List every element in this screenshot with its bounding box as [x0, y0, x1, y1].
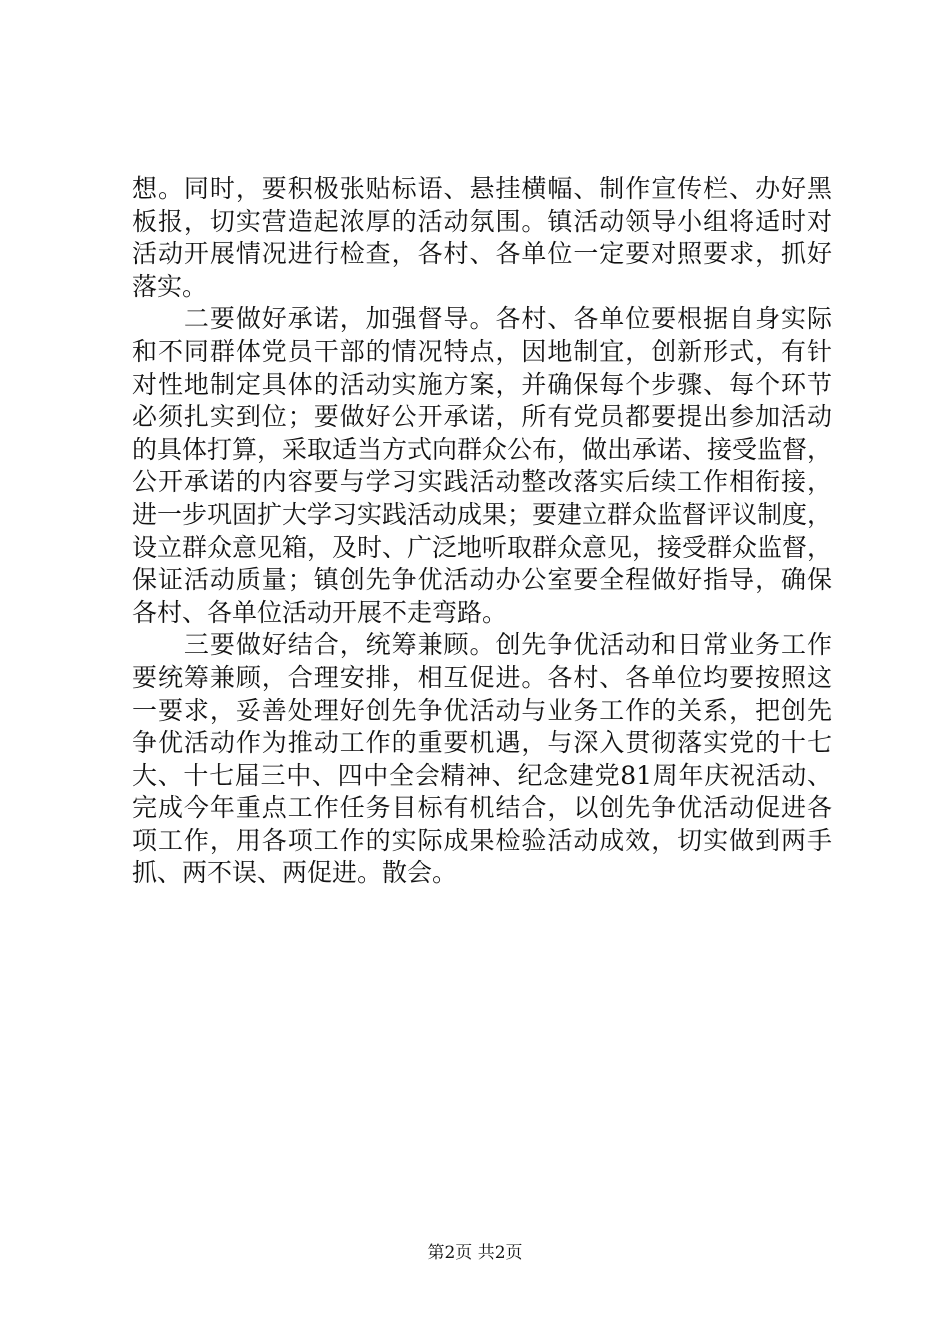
text-line: 一要求，妥善处理好创先争优活动与业务工作的关系，把创先 — [132, 695, 832, 725]
text-line: 争优活动作为推动工作的重要机遇，与深入贯彻落实党的十七 — [132, 728, 832, 758]
text-line: 进一步巩固扩大学习实践活动成果；要建立群众监督评议制度， — [132, 499, 833, 529]
text-line: 二要做好承诺，加强督导。各村、各单位要根据自身实际 — [132, 304, 832, 334]
text-line: 的具体打算，采取适当方式向群众公布，做出承诺、接受监督， — [132, 434, 833, 464]
text-line: 公开承诺的内容要与学习实践活动整改落实后续工作相衔接， — [132, 467, 832, 497]
text-line: 落实。 — [132, 271, 208, 301]
text-line: 要统筹兼顾，合理安排，相互促进。各村、各单位均要按照这 — [132, 662, 832, 692]
document-body — [132, 173, 832, 890]
text-line: 大、十七届三中、四中全会精神、纪念建党81周年庆祝活动、 — [132, 760, 832, 790]
text-line: 抓、两不误、两促进。散会。 — [132, 858, 458, 888]
text-line: 想。同时，要积极张贴标语、悬挂横幅、制作宣传栏、办好黑 — [132, 174, 832, 203]
text-line: 板报，切实营造起浓厚的活动氛围。镇活动领导小组将适时对 — [132, 206, 832, 236]
text-line: 设立群众意见箱，及时、广泛地听取群众意见，接受群众监督， — [132, 532, 833, 562]
text-line: 对性地制定具体的活动实施方案，并确保每个步骤、每个环节 — [132, 369, 832, 399]
text-line: 三要做好结合，统筹兼顾。创先争优活动和日常业务工作 — [132, 630, 832, 660]
page-footer — [0, 1242, 950, 1264]
text-line: 必须扎实到位；要做好公开承诺，所有党员都要提出参加活动 — [132, 402, 832, 432]
text-line: 完成今年重点工作任务目标有机结合，以创先争优活动促进各 — [132, 793, 832, 823]
text-line: 各村、各单位活动开展不走弯路。 — [132, 597, 508, 627]
page-number-label: 第2页 共2页 — [427, 1243, 523, 1263]
text-line: 活动开展情况进行检查，各村、各单位一定要对照要求，抓好 — [132, 239, 832, 269]
text-line: 保证活动质量；镇创先争优活动办公室要全程做好指导，确保 — [132, 565, 832, 595]
text-line: 项工作，用各项工作的实际成果检验活动成效，切实做到两手 — [132, 825, 832, 855]
text-line: 和不同群体党员干部的情况特点，因地制宜，创新形式，有针 — [132, 336, 832, 366]
